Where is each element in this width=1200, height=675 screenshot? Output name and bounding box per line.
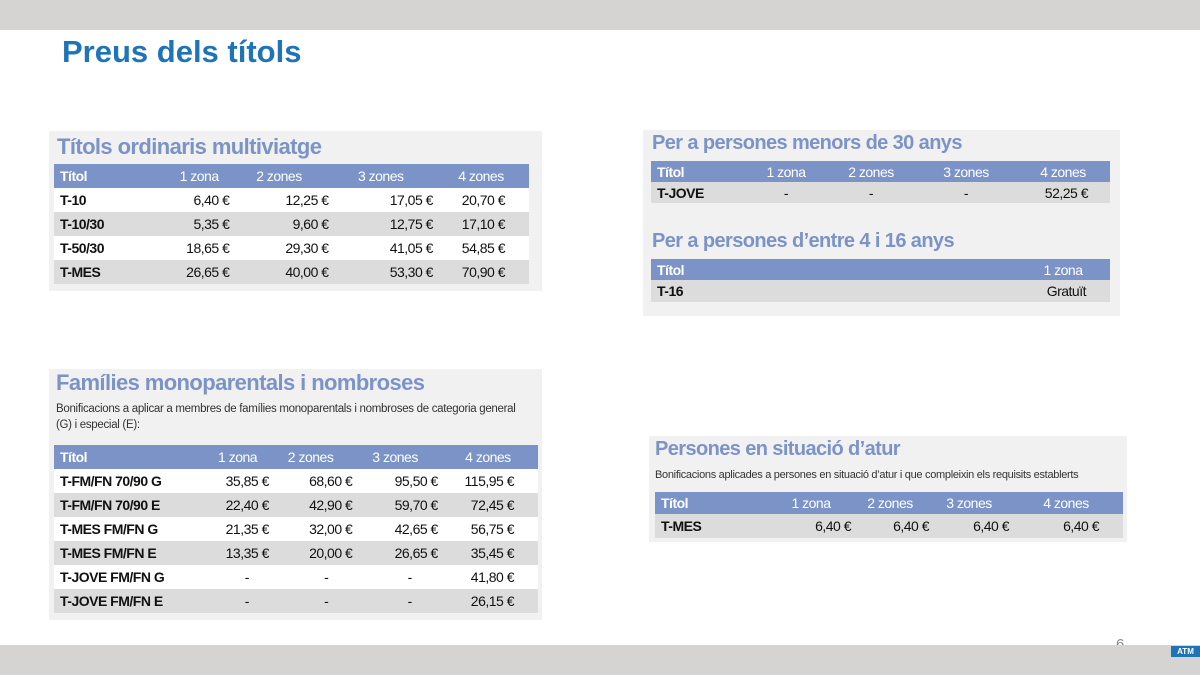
price-cell: 35,45 € (438, 541, 538, 565)
price-cell: 115,95 € (438, 469, 538, 493)
price-cell: 20,00 € (269, 541, 352, 565)
price-cell: 6,40 € (929, 514, 1009, 538)
price-cell: - (916, 182, 1016, 203)
price-cell: - (826, 182, 916, 203)
column-header: 1 zona (169, 164, 230, 188)
price-cell: 6,40 € (1009, 514, 1123, 538)
price-cell: - (269, 565, 352, 589)
price-cell: 9,60 € (229, 212, 328, 236)
price-cell: 5,35 € (169, 212, 230, 236)
price-cell: - (206, 565, 269, 589)
table-ordinaris (54, 164, 529, 284)
column-header: 3 zones (929, 492, 1009, 514)
column-header: 4 zones (438, 445, 538, 469)
price-cell: 70,90 € (433, 260, 529, 284)
table-row (655, 514, 1123, 538)
panel-families (49, 369, 542, 620)
price-cell: 40,00 € (229, 260, 328, 284)
table-row (54, 517, 538, 541)
title-cell: T-JOVE FM/FN G (54, 565, 206, 589)
price-cell: - (352, 589, 438, 613)
title-cell: T-FM/FN 70/90 G (54, 469, 206, 493)
title-cell: T-16 (651, 280, 1016, 302)
column-header: Títol (651, 259, 1016, 280)
title-cell: T-MES FM/FN G (54, 517, 206, 541)
price-cell: 59,70 € (352, 493, 438, 517)
price-cell: 6,40 € (771, 514, 851, 538)
table-header-row (651, 259, 1110, 280)
price-cell: - (352, 565, 438, 589)
column-header: 4 zones (1016, 161, 1110, 182)
title-cell: T-MES (54, 260, 169, 284)
price-cell: 41,80 € (438, 565, 538, 589)
price-cell: 12,75 € (329, 212, 433, 236)
section-title-entre4i16: Per a persones d’entre 4 i 16 anys (652, 230, 954, 252)
column-header: 1 zona (1016, 259, 1110, 280)
price-cell: 42,90 € (269, 493, 352, 517)
price-cell: 41,05 € (329, 236, 433, 260)
price-cell: 21,35 € (206, 517, 269, 541)
table-header-row (651, 161, 1110, 182)
price-cell: 29,30 € (229, 236, 328, 260)
section-title-ordinaris: Títols ordinaris multiviatge (57, 134, 322, 159)
section-title-atur: Persones en situació d’atur (655, 438, 900, 460)
price-cell: 54,85 € (433, 236, 529, 260)
title-cell: T-JOVE FM/FN E (54, 589, 206, 613)
column-header: 1 zona (206, 445, 269, 469)
column-header: 2 zones (269, 445, 352, 469)
column-header: 2 zones (229, 164, 328, 188)
table-row (54, 212, 529, 236)
page-title: Preus dels títols (62, 34, 302, 69)
price-cell: 17,05 € (329, 188, 433, 212)
column-header: 3 zones (916, 161, 1016, 182)
column-header: 4 zones (1009, 492, 1123, 514)
price-cell: 26,65 € (352, 541, 438, 565)
title-cell: T-MES FM/FN E (54, 541, 206, 565)
price-cell: - (746, 182, 826, 203)
table-header-row (655, 492, 1123, 514)
table-header-row (54, 445, 538, 469)
column-header: 1 zona (771, 492, 851, 514)
column-header: Títol (655, 492, 771, 514)
price-cell: 52,25 € (1016, 182, 1110, 203)
section-description-families: Bonificacions a aplicar a membres de famílies monoparentals i nombroses de categoria general (G) i especial (E): (56, 403, 516, 431)
section-title-menors30: Per a persones menors de 30 anys (652, 132, 962, 154)
price-cell: 17,10 € (433, 212, 529, 236)
column-header: 4 zones (433, 164, 529, 188)
title-cell: T-10 (54, 188, 169, 212)
table-row (54, 589, 538, 613)
table-row (54, 565, 538, 589)
price-cell: 18,65 € (169, 236, 230, 260)
column-header: Títol (54, 164, 169, 188)
panel-atur (649, 436, 1127, 542)
title-cell: T-JOVE (651, 182, 746, 203)
price-cell: 20,70 € (433, 188, 529, 212)
table-row (54, 188, 529, 212)
price-cell: 6,40 € (851, 514, 929, 538)
table-families (54, 445, 538, 613)
column-header: 3 zones (352, 445, 438, 469)
price-cell: 12,25 € (229, 188, 328, 212)
table-entre4i16 (651, 259, 1110, 302)
section-title-families: Famílies monoparentals i nombroses (56, 370, 425, 395)
top-bar (0, 0, 1200, 30)
atm-logo: ATM (1171, 646, 1200, 657)
price-cell: 32,00 € (269, 517, 352, 541)
price-cell: 26,65 € (169, 260, 230, 284)
price-cell: 13,35 € (206, 541, 269, 565)
column-header: 2 zones (826, 161, 916, 182)
table-atur (655, 492, 1123, 538)
price-cell: - (269, 589, 352, 613)
price-cell: 6,40 € (169, 188, 230, 212)
title-cell: T-FM/FN 70/90 E (54, 493, 206, 517)
table-row (54, 469, 538, 493)
price-cell: 42,65 € (352, 517, 438, 541)
table-row (651, 182, 1110, 203)
price-cell: 22,40 € (206, 493, 269, 517)
price-cell: 35,85 € (206, 469, 269, 493)
title-cell: T-10/30 (54, 212, 169, 236)
table-row (54, 236, 529, 260)
column-header: 2 zones (851, 492, 929, 514)
section-description-atur: Bonificacions aplicades a persones en situació d’atur i que compleixin els requisits establerts (655, 469, 1079, 481)
title-cell: T-MES (655, 514, 771, 538)
price-cell: 95,50 € (352, 469, 438, 493)
bottom-bar (0, 645, 1200, 675)
column-header: 3 zones (329, 164, 433, 188)
column-header: Títol (54, 445, 206, 469)
price-cell: Gratuït (1016, 280, 1110, 302)
price-cell: 56,75 € (438, 517, 538, 541)
table-row (651, 280, 1110, 302)
title-cell: T-50/30 (54, 236, 169, 260)
price-cell: 53,30 € (329, 260, 433, 284)
panel-ordinaris (49, 131, 542, 291)
price-cell: - (206, 589, 269, 613)
price-cell: 26,15 € (438, 589, 538, 613)
price-cell: 68,60 € (269, 469, 352, 493)
table-menors30 (651, 161, 1110, 203)
table-row (54, 493, 538, 517)
price-cell: 72,45 € (438, 493, 538, 517)
column-header: 1 zona (746, 161, 826, 182)
panel-joves (643, 130, 1120, 316)
table-row (54, 260, 529, 284)
table-row (54, 541, 538, 565)
table-header-row (54, 164, 529, 188)
column-header: Títol (651, 161, 746, 182)
